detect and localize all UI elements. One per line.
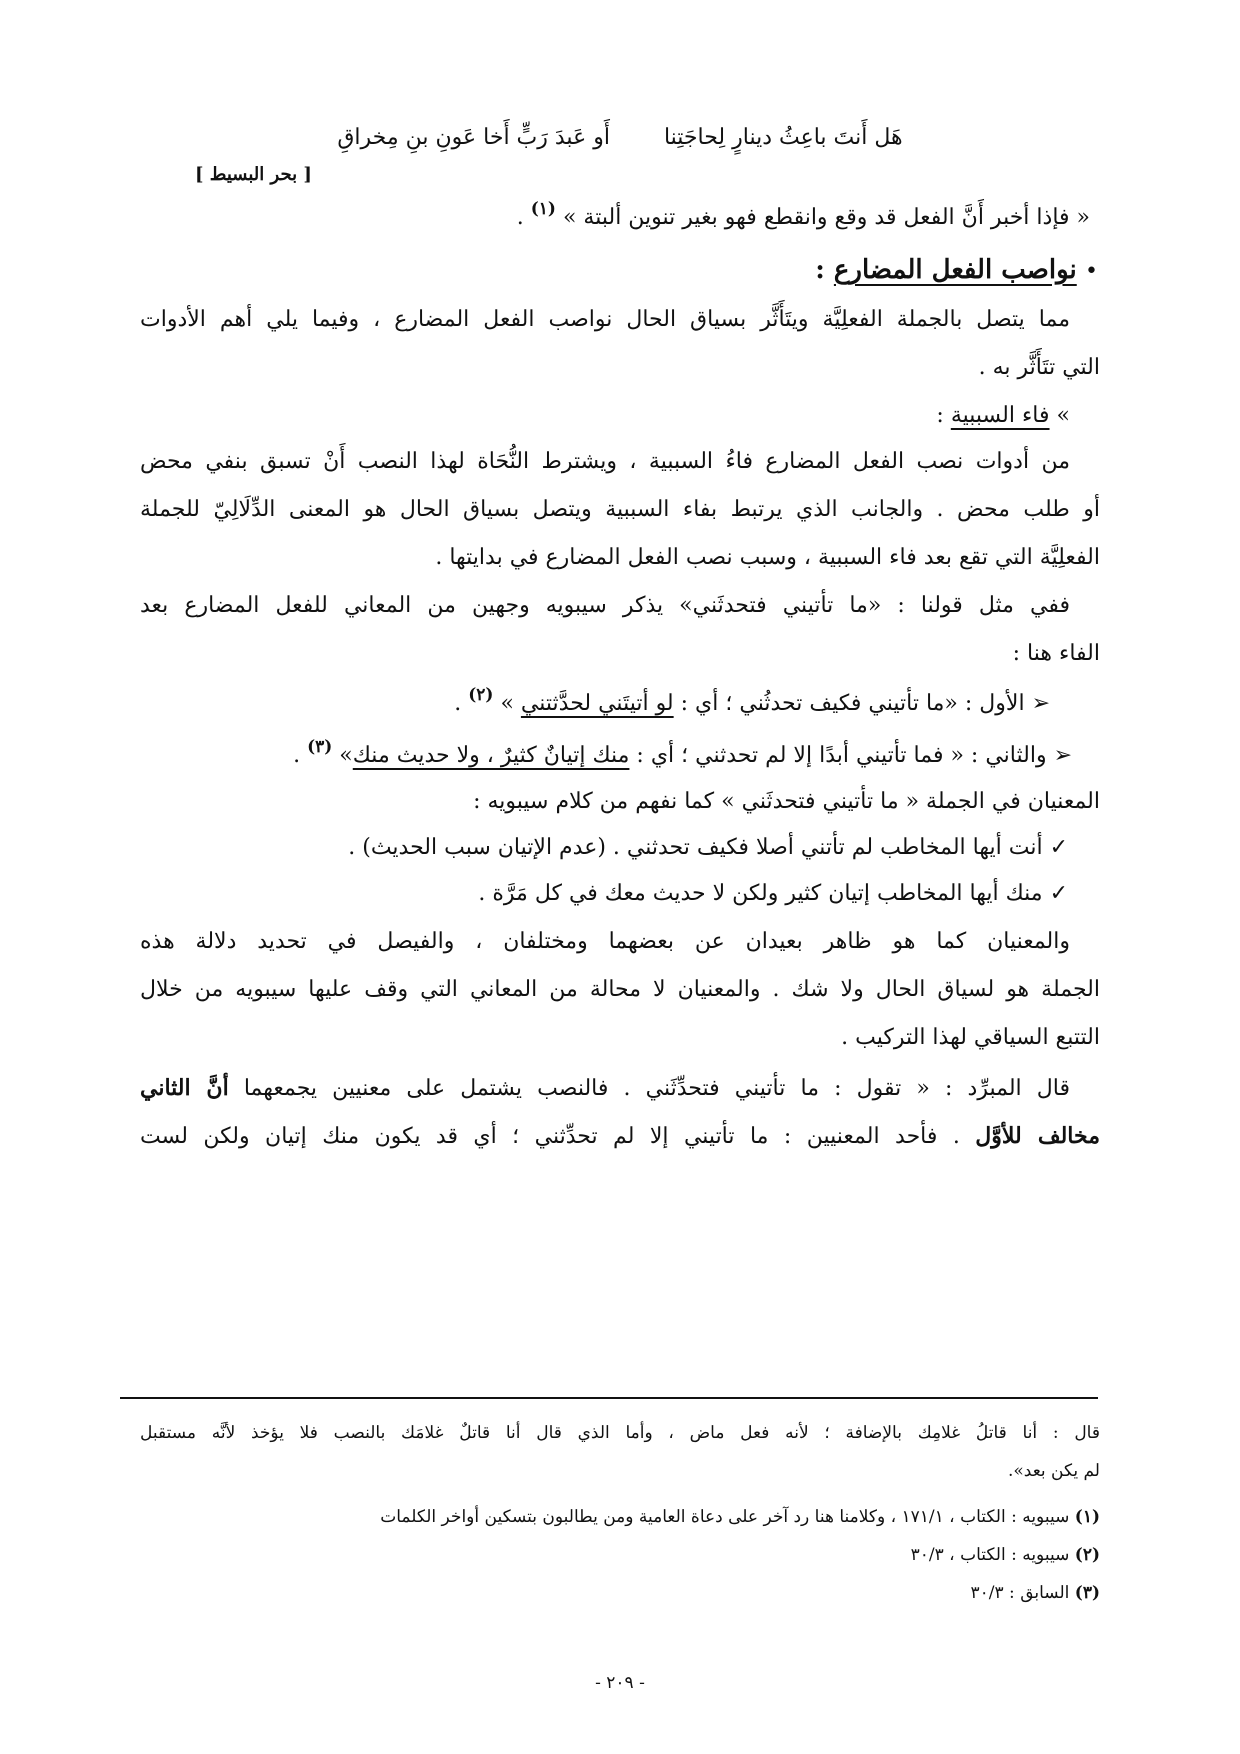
footnote-1-text: سيبويه : الكتاب ، ١٧١/١ ، وكلامنا هنا رد آخر على دعاة العامية ومن يطالبون بتسكين أواخر الكلمات [380, 1507, 1075, 1527]
example-line-2: الفاء هنا : [1012, 641, 1100, 666]
footnote-1-number: (١) [1074, 1507, 1100, 1527]
section-title: نواصب الفعل المضارع [833, 255, 1077, 285]
fa-line-1: من أدوات نصب الفعل المضارع فاءُ السببية ، ويشترط النُّحَاة لهذا النصب أَنْ تسبق بنفي محض [140, 449, 1070, 474]
analysis-line-3: التتبع السياقي لهذا التركيب . [841, 1025, 1100, 1050]
meaning-second-lead: والثاني : « فما تأتيني أبدًا إلا لم تحدثني ؛ أي : [629, 743, 1047, 768]
intro-line-2: التي تتَأَثَّر به . [978, 355, 1100, 380]
footnote-ref-2: (٢) [468, 685, 494, 705]
mubarrad-line-2 [140, 1116, 1100, 1157]
poem-second-hemistich: أَو عَبدَ رَبٍّ أَخا عَونِ بنِ مِخراقِ [337, 125, 610, 150]
footnote-continued-line-1: قال : أنا قاتلُ غلامِك بالإضافة ؛ لأنه فعل ماض ، وأما الذي قال أنا قاتلٌ غلامَك بالنصب فلا يؤخذ لأنَّه مستقبل [140, 1423, 1100, 1443]
check-icon: ✓ [1049, 835, 1068, 860]
meaning-second [140, 736, 1072, 777]
analysis-line-2: الجملة هو لسياق الحال ولا شك . والمعنيان لا محالة من المعاني التي وقف عليها سيبويه من خلال [140, 977, 1100, 1002]
quote-text: « فإذا أخبر أَنَّ الفعل قد وقع وانقطع فهو بغير تنوين ألبتة » [562, 205, 1090, 230]
footnote-2-text: سيبويه : الكتاب ، ٣٠/٣ [910, 1545, 1075, 1565]
mubarrad-line-1-bold: أنَّ الثاني [140, 1075, 229, 1101]
check-item-2-text: منك أيها المخاطب إتيان كثير ولكن لا حديث معك في كل مَرَّة . [478, 881, 1043, 906]
meaning-first-underlined: لو أتيتَني لحدَّثتني [520, 691, 674, 716]
meaning-second-close: » [339, 743, 353, 768]
section-title-colon: : [815, 255, 834, 285]
meaning-second-underlined: منك إتيانٌ كثيرٌ ، ولا حديث منك [352, 743, 630, 768]
subheading-fa [140, 396, 1070, 436]
meanings-intro: المعنيان في الجملة « ما تأتيني فتحدثَني » كما نفهم من كلام سيبويه : [473, 789, 1100, 814]
subheading-title: فاء السببية [950, 403, 1050, 428]
poem-first-hemistich: هَل أَنتَ باعِثُ دينارٍ لِحاجَتِنا [663, 125, 903, 150]
mubarrad-line-2-text: . فأحد المعنيين : ما تأتيني إلا لم تحدِّثني ؛ أي قد يكون منك إتيان ولكن لست [140, 1124, 976, 1149]
check-icon: ✓ [1049, 881, 1068, 906]
footnote-1 [140, 1502, 1100, 1532]
quote-end: . [516, 205, 524, 230]
check-item-1 [140, 828, 1068, 868]
subheading-colon: : [936, 403, 951, 428]
poem-meter: [ بحر البسيط ] [195, 164, 312, 185]
check-item-1-text: أنت أيها المخاطب لم تأتني أصلا فكيف تحدثني . (عدم الإتيان سبب الحديث) . [348, 835, 1043, 860]
footnote-ref-3: (٣) [307, 737, 333, 757]
example-line-1: ففي مثل قولنا : «ما تأتيني فتحدثَني» يذكر سيبويه وجهين من المعاني للفعل المضارع بعد [140, 593, 1070, 618]
footnote-2-number: (٢) [1074, 1545, 1100, 1565]
footnote-divider [120, 1397, 1098, 1399]
poem-verse [0, 118, 1240, 158]
intro-line-1: مما يتصل بالجملة الفعلِيَّة ويتَأَثَّر بسياق الحال نواصب الفعل المضارع ، وفيما يلي أهم الأدوات [140, 307, 1070, 332]
mubarrad-line-1 [140, 1068, 1070, 1109]
meaning-second-end: . [293, 743, 301, 768]
section-heading [140, 250, 1098, 292]
fa-line-2: أو طلب محض . والجانب الذي يرتبط بفاء السببية ويتصل بسياق الحال هو المعنى الدِّلَالِيّ للجملة [140, 497, 1101, 522]
footnote-ref-1: (١) [530, 199, 556, 219]
footnote-3-number: (٣) [1074, 1583, 1100, 1603]
bullet-icon: • [1085, 259, 1098, 284]
mubarrad-line-1-text: قال المبرِّد : « تقول : ما تأتيني فتحدِّثَني . فالنصب يشتمل على معنيين يجمعهما [228, 1076, 1070, 1101]
analysis-line-1: والمعنيان كما هو ظاهر بعيدان عن بعضهما ومختلفان ، والفيصل في تحديد دلالة هذه [140, 929, 1070, 954]
meaning-first-end: . [454, 691, 462, 716]
footnote-3 [140, 1578, 1100, 1608]
footnote-2 [140, 1540, 1100, 1570]
meaning-first-close: » [500, 691, 521, 716]
arrow-icon: ➢ [1053, 743, 1072, 768]
meaning-first [140, 684, 1050, 725]
fa-line-3: الفعلِيَّة التي تقع بعد فاء السببية ، وسبب نصب الفعل المضارع في بدايتها . [435, 545, 1100, 570]
arrow-icon: ➢ [1031, 691, 1050, 716]
mubarrad-line-2-bold: مخالف للأوَّل [975, 1123, 1100, 1149]
meaning-first-lead: الأول : «ما تأتيني فكيف تحدثُني ؛ أي : [673, 691, 1025, 716]
footnote-continued-line-2: لم يكن بعد». [1007, 1461, 1100, 1481]
footnote-3-text: السابق : ٣٠/٣ [970, 1583, 1075, 1603]
subheading-marker: » [1056, 403, 1070, 428]
check-item-2 [140, 874, 1068, 914]
page-number: - ٢٠٩ - [595, 1673, 645, 1693]
quote-paragraph [140, 198, 1090, 239]
